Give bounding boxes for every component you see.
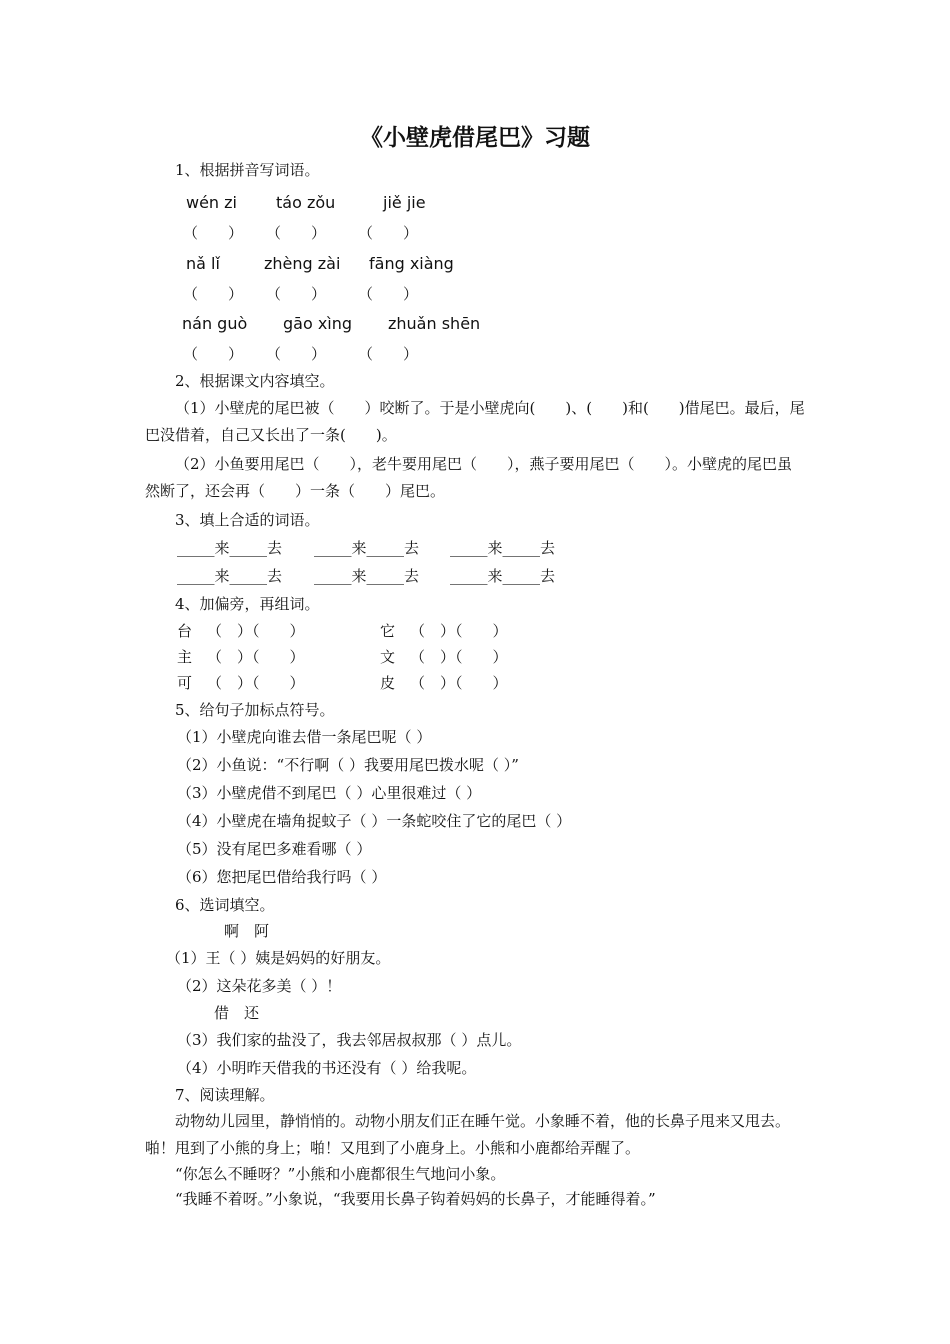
q5-heading: 5、给句子加标点符号。 <box>175 701 335 719</box>
pinyin-5: zhèng zài <box>264 254 341 273</box>
fill-word[interactable]: _____来_____去 <box>314 539 420 557</box>
q1-heading: 1、根据拼音写词语。 <box>175 161 320 179</box>
pinyin-2: táo zǒu <box>276 193 336 212</box>
answer-blank[interactable]: （ ） <box>183 345 244 363</box>
answer-blank[interactable]: （ ） <box>266 285 327 303</box>
radical-blanks[interactable]: （ ）（ ） <box>410 622 508 640</box>
sentence: （4）小明昨天借我的书还没有（ ）给我呢。 <box>177 1059 477 1077</box>
answer-blank[interactable]: （ ） <box>358 285 419 303</box>
sentence: （4）小壁虎在墙角捉蚊子（ ）一条蛇咬住了它的尾巴（ ） <box>177 812 572 830</box>
radical-blanks[interactable]: （ ）（ ） <box>207 674 305 692</box>
radical-blanks[interactable]: （ ）（ ） <box>410 648 508 666</box>
character: 皮 <box>380 674 396 692</box>
q2-paragraph-2: （2）小鱼要用尾巴（ ），老牛要用尾巴（ ），燕子要用尾巴（ ）。小壁虎的尾巴虽然断了，还会再（ ）一条（ ）尾巴。 <box>145 455 793 500</box>
radical-blanks[interactable]: （ ）（ ） <box>410 674 508 692</box>
page-title: 《小壁虎借尾巴》习题 <box>360 124 590 151</box>
pinyin-4: nǎ lǐ <box>186 254 220 273</box>
fill-word[interactable]: _____来_____去 <box>177 567 283 585</box>
sentence: （1）王（ ）姨是妈妈的好朋友。 <box>166 949 391 967</box>
sentence: （3）小壁虎借不到尾巴（ ）心里很难过（ ） <box>177 784 482 802</box>
fill-word[interactable]: _____来_____去 <box>314 567 420 585</box>
sentence: （5）没有尾巴多难看哪（ ） <box>177 840 372 858</box>
q3-heading: 3、填上合适的词语。 <box>175 511 320 529</box>
word-choices: 啊 阿 <box>224 922 270 940</box>
sentence: （1）小壁虎向谁去借一条尾巴呢（ ） <box>177 728 432 746</box>
fill-word[interactable]: _____来_____去 <box>450 567 556 585</box>
pinyin-3: jiě jie <box>383 193 426 212</box>
pinyin-8: gāo xìng <box>283 314 353 333</box>
q2-paragraph-1: （1）小壁虎的尾巴被（ ）咬断了。于是小壁虎向( )、( )和( )借尾巴。最后，尾巴没借着，自己又长出了一条( )。 <box>145 399 805 444</box>
word-choices: 借 还 <box>214 1004 260 1022</box>
reading-paragraph-3: “我睡不着呀。”小象说，“我要用长鼻子钩着妈妈的长鼻子，才能睡得着。” <box>175 1190 656 1208</box>
character: 主 <box>177 648 193 666</box>
character: 可 <box>177 674 193 692</box>
character: 它 <box>380 622 396 640</box>
sentence: （2）小鱼说：“不行啊（ ）我要用尾巴拨水呢（ ）” <box>177 756 519 774</box>
character: 文 <box>380 648 396 666</box>
character: 台 <box>177 622 193 640</box>
pinyin-9: zhuǎn shēn <box>388 314 481 333</box>
answer-blank[interactable]: （ ） <box>266 345 327 363</box>
reading-paragraph-2: “你怎么不睡呀？”小熊和小鹿都很生气地问小象。 <box>175 1165 506 1183</box>
q6-heading: 6、选词填空。 <box>175 896 275 914</box>
q4-heading: 4、加偏旁，再组词。 <box>175 595 320 613</box>
answer-blank[interactable]: （ ） <box>183 285 244 303</box>
pinyin-7: nán guò <box>182 314 248 333</box>
fill-word[interactable]: _____来_____去 <box>450 539 556 557</box>
answer-blank[interactable]: （ ） <box>358 345 419 363</box>
q7-heading: 7、阅读理解。 <box>175 1086 275 1104</box>
q2-heading: 2、根据课文内容填空。 <box>175 372 335 390</box>
radical-blanks[interactable]: （ ）（ ） <box>207 648 305 666</box>
answer-blank[interactable]: （ ） <box>266 224 327 242</box>
answer-blank[interactable]: （ ） <box>183 224 244 242</box>
sentence: （6）您把尾巴借给我行吗（ ） <box>177 868 387 886</box>
sentence: （3）我们家的盐没了，我去邻居叔叔那（ ）点儿。 <box>177 1031 522 1049</box>
fill-word[interactable]: _____来_____去 <box>177 539 283 557</box>
radical-blanks[interactable]: （ ）（ ） <box>207 622 305 640</box>
pinyin-1: wén zi <box>186 193 237 212</box>
sentence: （2）这朵花多美（ ）！ <box>177 977 342 995</box>
answer-blank[interactable]: （ ） <box>358 224 419 242</box>
reading-paragraph-1: 动物幼儿园里，静悄悄的。动物小朋友们正在睡午觉。小象睡不着，他的长鼻子甩来又甩去。啪！甩到了小熊的身上；啪！又甩到了小鹿身上。小熊和小鹿都给弄醒了。 <box>145 1112 791 1157</box>
pinyin-6: fāng xiàng <box>369 254 454 273</box>
